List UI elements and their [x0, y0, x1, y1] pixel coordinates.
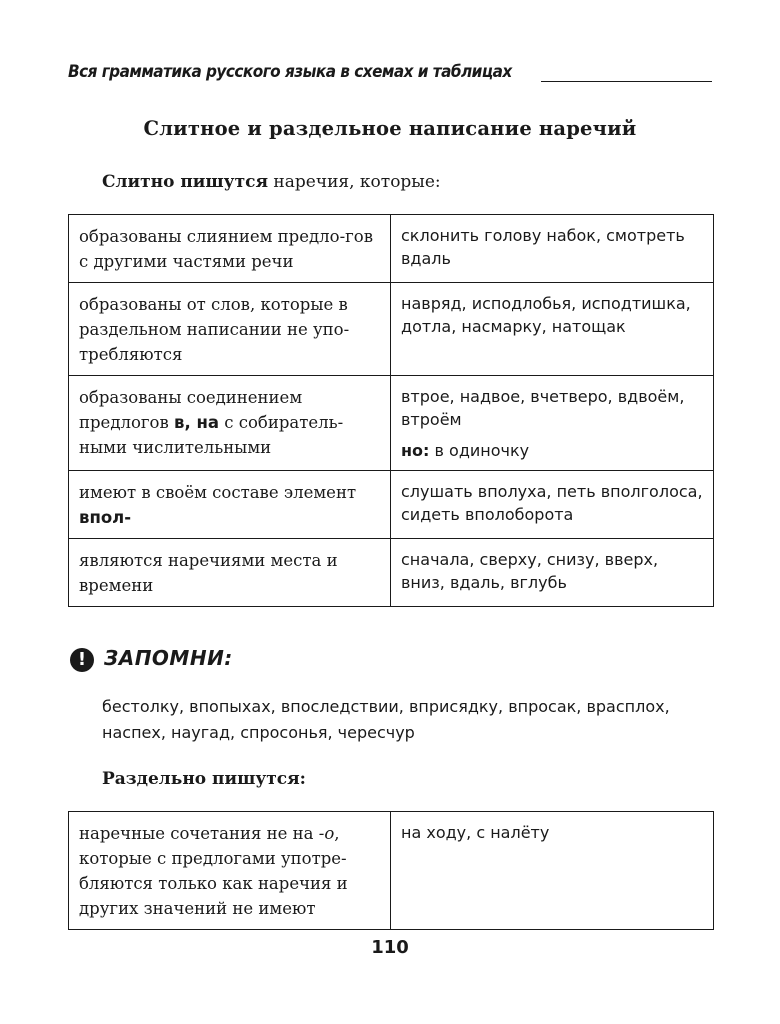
rule-text: имеют в своём составе элемент: [79, 483, 357, 502]
rule-text: , которые с предлогами употре-бляются только как наречия и других значений не имеют: [79, 824, 348, 918]
running-header: [68, 62, 712, 88]
remember-label: ЗАПОМНИ:: [104, 646, 233, 670]
table-row: [69, 283, 714, 376]
separate-intro-bold: Раздельно пишутся:: [102, 769, 306, 789]
exclamation-icon: !: [70, 648, 94, 672]
header-rule: [541, 81, 712, 82]
examples-cell: сначала, сверху, снизу, вверх, вниз, вдаль, вглубь: [391, 539, 714, 607]
table-row: [69, 812, 714, 930]
exception-note: [401, 439, 703, 462]
rule-text: с собиратель-ными числительными: [79, 413, 344, 457]
rule-cell: [69, 376, 391, 471]
exception-label: но:: [401, 441, 430, 460]
table-row: [69, 539, 714, 607]
table-row: [69, 376, 714, 471]
rule-cell: являются наречиями места и времени: [69, 539, 391, 607]
remember-words: бестолку, впопыхах, впоследствии, вприсядку, впросак, врасплох, наспех, наугад, спросонья, чересчур: [102, 697, 670, 742]
rule-bold-prepositions: в, на: [174, 413, 220, 432]
table-row: [69, 471, 714, 539]
header-title: Вся грамматика русского языка в схемах и таблицах: [68, 62, 512, 82]
page-number: 110: [371, 937, 409, 958]
examples-text: втрое, надвое, вчетверо, вдвоём, втроём: [401, 387, 685, 429]
rule-cell: образованы слиянием предло-гов с другими частями речи: [69, 215, 391, 283]
fused-rules-table: [68, 214, 714, 607]
examples-cell: навряд, исподлобья, исподтишка, дотла, насмарку, натощак: [391, 283, 714, 376]
rule-text: наречные сочетания не на: [79, 824, 319, 843]
rule-text: образованы соединением предлогов: [79, 388, 303, 432]
examples-cell: слушать вполуха, петь вполголоса, сидеть вполоборота: [391, 471, 714, 539]
examples-cell: [391, 376, 714, 471]
examples-cell: на ходу, с налёту: [391, 812, 714, 930]
exception-text: в одиночку: [429, 441, 530, 460]
rule-cell: [69, 471, 391, 539]
page-title: Слитное и раздельное написание наречий: [143, 117, 637, 140]
rule-bold-element: впол-: [79, 508, 132, 527]
separate-rules-table: [68, 811, 714, 930]
fused-intro-bold: Слитно пишутся: [102, 172, 269, 192]
table-row: [69, 215, 714, 283]
examples-cell: склонить голову набок, смотреть вдаль: [391, 215, 714, 283]
rule-italic-suffix: -о: [318, 824, 335, 843]
rule-cell: [69, 812, 391, 930]
fused-intro: [102, 172, 441, 192]
rule-cell: образованы от слов, которые в раздельном написании не упо-требляются: [69, 283, 391, 376]
separate-intro: [102, 769, 306, 789]
fused-intro-rest: наречия, которые:: [268, 172, 441, 192]
